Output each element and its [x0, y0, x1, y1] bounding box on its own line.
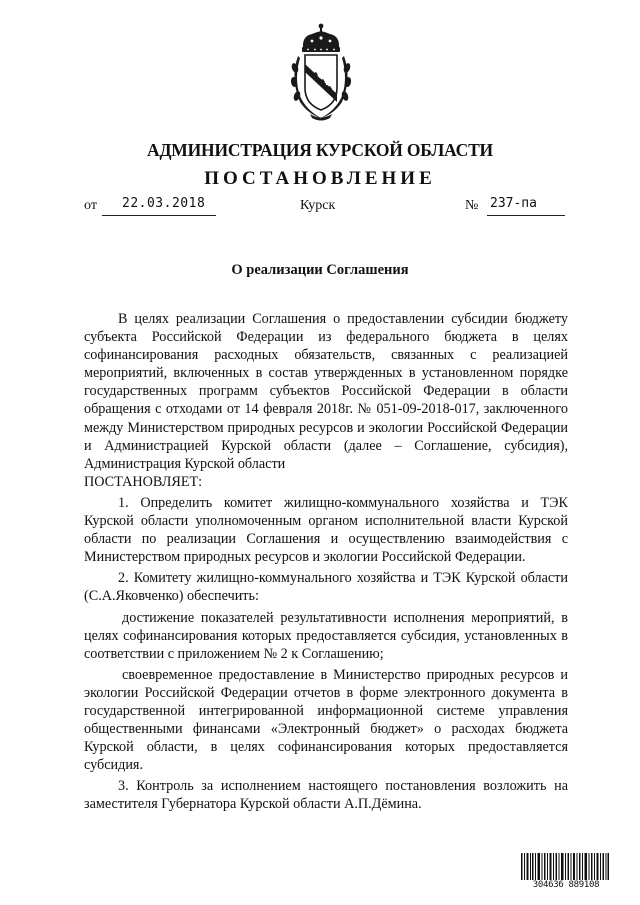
- number-sign-label: №: [465, 198, 479, 213]
- intro-paragraph: В целях реализации Соглашения о предоставлении субсидии бюджету субъекта Российской Федерации из федерального бюджета в целях софинансирования расходных обязательств, связанных с реализацией мероприятий, включенных в состав утвержденных в установленном порядке государственных программ субъектов Российской Федерации в области обращения с отходами от 14 февраля 2018г. № 051-09-2018-017, заключенного между Министерством природных ресурсов и экологии Российской Федерации и Администрацией Курской области (далее – Соглашение, субсидия), Администрация Курской области: [84, 311, 568, 472]
- item-1-paragraph: 1. Определить комитет жилищно-коммунального хозяйства и ТЭК Курской области уполномоченным органом исполнительной власти Курской области по реализации Соглашения и осуществлению взаимодействия с Министерством природных ресурсов и экологии Российской Федерации.: [84, 494, 568, 566]
- item-3-paragraph: 3. Контроль за исполнением настоящего постановления возложить на заместителя Губернатора Курской области А.П.Дёмина.: [84, 778, 568, 813]
- date-prefix-label: от: [84, 198, 97, 213]
- city-label: Курск: [300, 198, 336, 213]
- item-2a-paragraph: достижение показателей результативности исполнения мероприятий, в целях софинансирования которых предоставляется субсидия, установленных в соответствии с приложением № 2 к Соглашению;: [84, 609, 568, 662]
- coat-of-arms-emblem: [286, 22, 356, 122]
- item-2b-paragraph: своевременное предоставление в Министерство природных ресурсов и экологии Российской Федерации отчетов в форме электронного документа в государственной интегрированной информационной системе управления общественными финансами «Электронный бюджет» о расходах бюджета Курской области, в целях софинансирования которых предоставляется субсидия.: [84, 666, 568, 774]
- document-date: 22.03.2018: [122, 196, 206, 211]
- document-subject: О реализации Соглашения: [231, 262, 409, 278]
- organization-title: АДМИНИСТРАЦИЯ КУРСКОЙ ОБЛАСТИ: [147, 140, 493, 160]
- barcode-number: 304636 889108: [521, 880, 611, 890]
- item-2-paragraph: 2. Комитету жилищно-коммунального хозяйства и ТЭК Курской области (С.А.Яковченко) обеспечить:: [84, 570, 568, 605]
- document-number: 237-па: [490, 196, 537, 211]
- decree-word: ПОСТАНОВЛЯЕТ:: [84, 473, 203, 490]
- document-type-title: ПОСТАНОВЛЕНИЕ: [204, 168, 436, 189]
- document-body: [84, 310, 568, 814]
